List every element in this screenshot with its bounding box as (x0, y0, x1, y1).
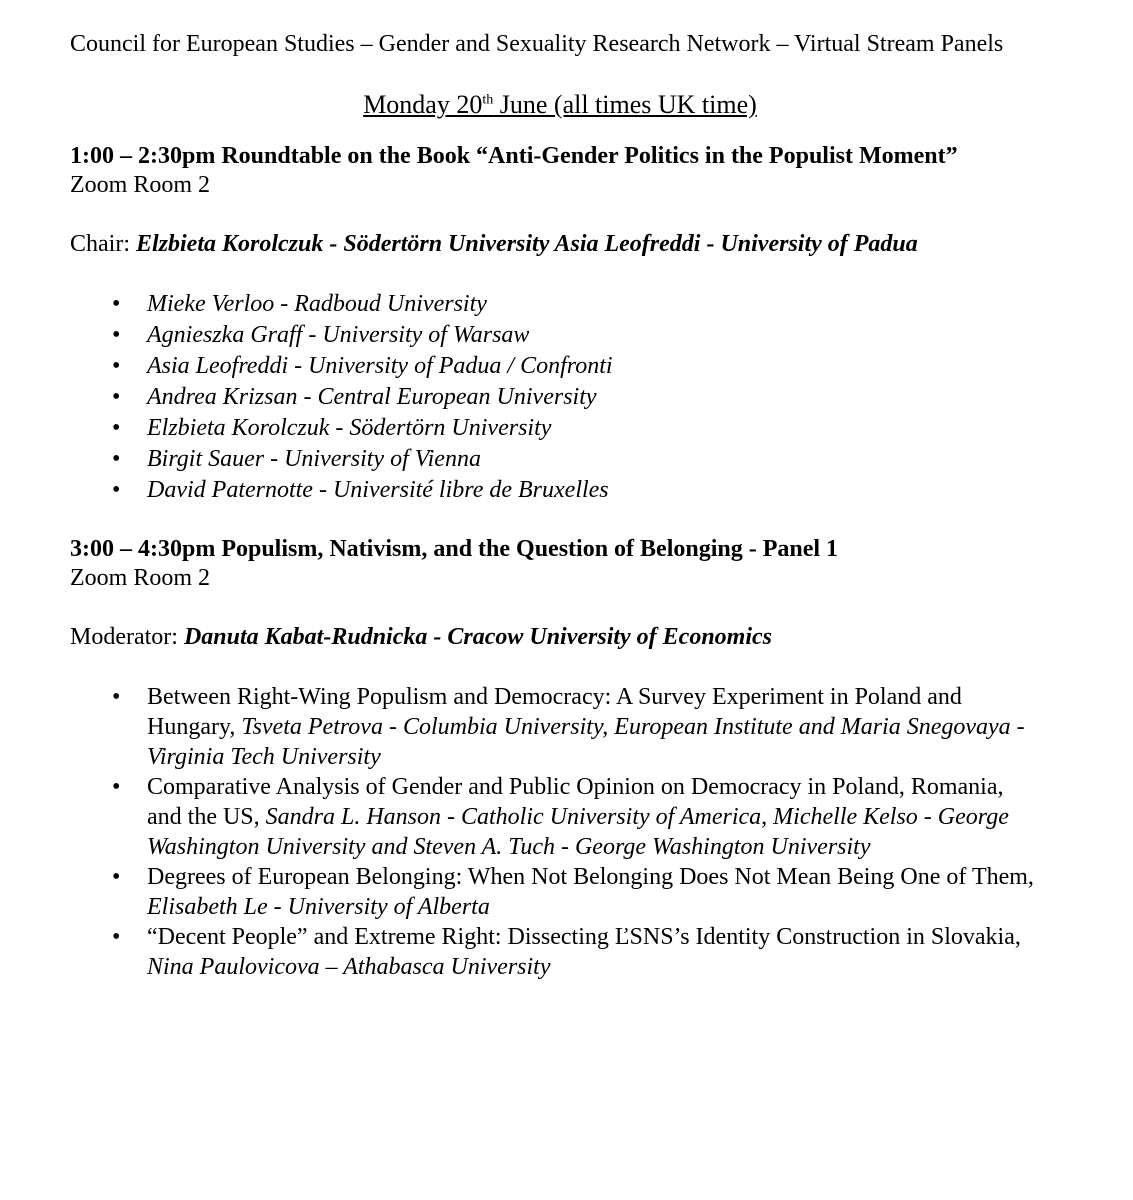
day-heading-date: Monday 20 (363, 90, 483, 119)
list-item (70, 351, 1050, 382)
day-heading-note: June (all times UK time) (493, 90, 757, 119)
list-item (70, 475, 1050, 506)
participant-name: Agnieszka Graff - University of Warsaw (147, 322, 530, 348)
day-heading (70, 89, 1050, 121)
document-page (70, 30, 1050, 982)
list-item (70, 862, 1050, 922)
paper-authors: Elisabeth Le - University of Alberta (147, 894, 490, 920)
document-title: Council for European Studies – Gender and Sexuality Research Network – Virtual Stream Panels (70, 31, 1004, 57)
list-item (70, 413, 1050, 444)
paper-title: Comparative Analysis of Gender and Public Opinion on Democracy in Poland, Romania, and the US, (147, 774, 1004, 830)
paper-authors: Tsveta Petrova - Columbia University, European Institute and Maria Snegovaya - Virginia Tech University (147, 714, 1025, 770)
paper-authors: Sandra L. Hanson - Catholic University of America, Michelle Kelso - George Washington University and Steven A. Tuch - George Washington University (147, 804, 1009, 860)
list-item (70, 289, 1050, 320)
list-item (70, 320, 1050, 351)
session-room: Zoom Room 2 (70, 565, 211, 591)
participant-list (70, 289, 1050, 506)
list-item (70, 382, 1050, 413)
participant-name: Birgit Sauer - University of Vienna (147, 446, 481, 472)
participant-name: Elzbieta Korolczuk - Södertörn University (147, 415, 552, 441)
paper-authors: Nina Paulovicova – Athabasca University (147, 954, 551, 980)
paper-title: Between Right-Wing Populism and Democracy: A Survey Experiment in Poland and Hungary, (147, 684, 962, 740)
list-item (70, 922, 1050, 982)
bullet-icon: • (112, 415, 121, 441)
paper-title: “Decent People” and Extreme Right: Dissecting ĽSNS’s Identity Construction in Slovakia, (147, 924, 1021, 950)
bullet-icon: • (112, 864, 121, 890)
session-room: Zoom Room 2 (70, 172, 211, 198)
moderator-line (70, 623, 1050, 652)
session-panel-1 (70, 534, 1050, 982)
bullet-icon: • (112, 291, 121, 317)
list-item (70, 682, 1050, 772)
session-title: 1:00 – 2:30pm Roundtable on the Book “Anti-Gender Politics in the Populist Moment” (70, 143, 958, 169)
session-roundtable (70, 141, 1050, 506)
bullet-icon: • (112, 684, 121, 710)
bullet-icon: • (112, 353, 121, 379)
bullet-icon: • (112, 322, 121, 348)
list-item (70, 444, 1050, 475)
moderator-label: Moderator: (70, 624, 184, 650)
participant-name: David Paternotte - Université libre de Bruxelles (147, 477, 609, 503)
bullet-icon: • (112, 477, 121, 503)
bullet-icon: • (112, 446, 121, 472)
paper-title: Degrees of European Belonging: When Not Belonging Does Not Mean Being One of Them, (147, 864, 1034, 890)
paper-list (70, 682, 1050, 982)
session-title: 3:00 – 4:30pm Populism, Nativism, and the Question of Belonging - Panel 1 (70, 536, 839, 562)
bullet-icon: • (112, 774, 121, 800)
participant-name: Asia Leofreddi - University of Padua / Confronti (147, 353, 613, 379)
moderator-names: Danuta Kabat-Rudnicka - Cracow University of Economics (183, 624, 773, 650)
chair-names: Elzbieta Korolczuk - Södertörn University Asia Leofreddi - University of Padua (136, 231, 918, 257)
list-item (70, 772, 1050, 862)
bullet-icon: • (112, 384, 121, 410)
participant-name: Mieke Verloo - Radboud University (147, 291, 487, 317)
day-heading-ordinal: th (482, 92, 494, 108)
chair-line (70, 230, 1050, 259)
bullet-icon: • (112, 924, 121, 950)
participant-name: Andrea Krizsan - Central European University (147, 384, 597, 410)
chair-label: Chair: (70, 231, 136, 257)
